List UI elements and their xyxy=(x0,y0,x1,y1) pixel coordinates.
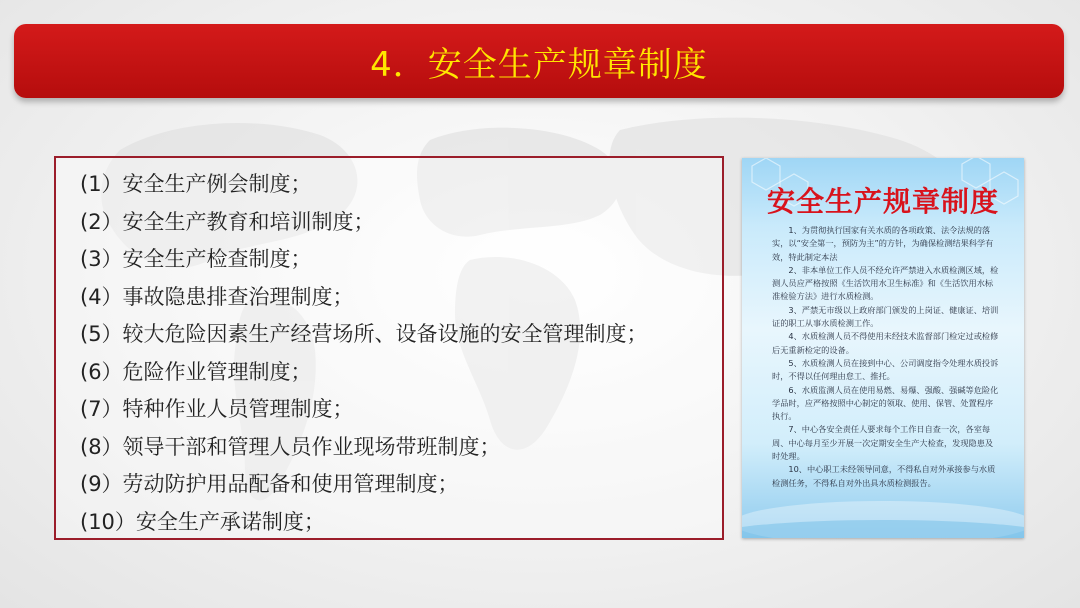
list-item: (3）安全生产检查制度； xyxy=(80,247,312,271)
poster-paragraph: 2、非本单位工作人员不经允许严禁进入水质检测区域，检测人员应严格按照《生活饮用水卫生标准》和《生活饮用水标准检验方法》进行水质检测。 xyxy=(772,264,999,302)
regulations-list-box xyxy=(54,156,724,540)
poster-title: 安全生产规章制度 xyxy=(766,185,999,218)
title-bar xyxy=(14,24,1064,98)
regulations-poster-image xyxy=(742,158,1024,538)
poster-body xyxy=(772,224,1000,490)
poster-paragraph: 1、为贯彻执行国家有关水质的各项政策、法令法规的落实，以“安全第一，预防为主”的方针，为确保检测结果科学有效，特此制定本法 xyxy=(772,225,994,262)
list-item: (4）事故隐患排查治理制度； xyxy=(80,284,354,309)
regulations-list xyxy=(56,158,722,541)
poster-paragraph: 10、中心职工未经领导同意，不得私自对外承接参与水质检测任务，不得私自对外出具水质检测报告。 xyxy=(772,464,996,488)
poster-paragraph: 6、水质监测人员在使用易燃、易爆、强酸、强碱等危险化学品时，应严格按照中心制定的领取、使用、保管、处置程序执行。 xyxy=(772,384,999,422)
list-item: (9）劳动防护用品配备和使用管理制度； xyxy=(80,472,459,496)
poster-paragraph: 4、水质检测人员不得使用未经技术监督部门检定过或检修后无重新检定的设备。 xyxy=(772,331,999,355)
list-item: (6）危险作业管理制度； xyxy=(80,359,312,384)
list-item: (10）安全生产承诺制度； xyxy=(80,509,325,534)
poster-paragraph: 3、严禁无市级以上政府部门颁发的上岗证、健康证、培训证的职工从事水质检测工作。 xyxy=(772,304,999,329)
slide-title: 4．安全生产规章制度 xyxy=(370,44,708,85)
poster-paragraph: 7、中心各安全责任人要求每个工作日自查一次，各室每周、中心每月至少开展一次定期安全生产大检查，发现隐患及时处理。 xyxy=(772,424,994,462)
list-item: (7）特种作业人员管理制度； xyxy=(80,397,354,421)
poster-paragraph: 5、水质检测人员在接到中心、公司调度指令处理水质投诉时，不得以任何理由怠工、推托。 xyxy=(772,357,999,382)
list-item: (8）领导干部和管理人员作业现场带班制度； xyxy=(80,434,501,459)
list-item: (1）安全生产例会制度； xyxy=(80,172,312,196)
list-item: (5）较大危险因素生产经营场所、设备设施的安全管理制度； xyxy=(80,322,648,346)
list-item: (2）安全生产教育和培训制度； xyxy=(80,209,375,234)
